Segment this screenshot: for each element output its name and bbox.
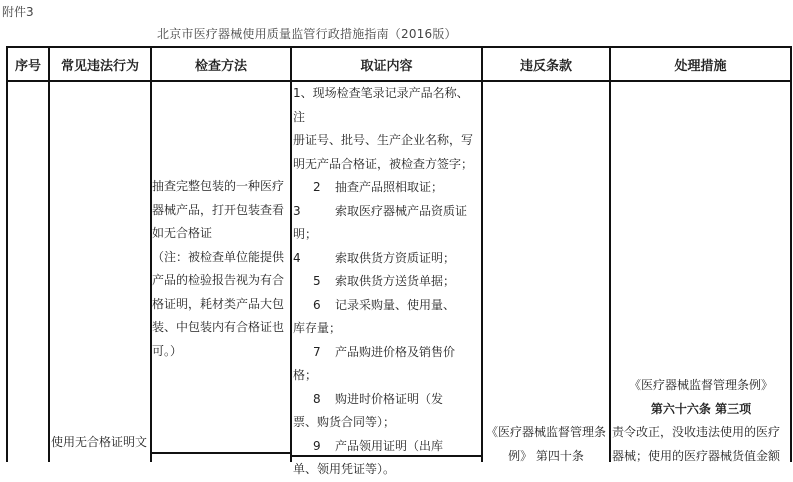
- table-right-border: [790, 46, 792, 462]
- violation-behavior-cell: [51, 431, 150, 455]
- evidence-line: 格；: [293, 368, 318, 382]
- document-title: 北京市医疗器械使用质量监管行政措施指南（2016版）: [157, 27, 457, 41]
- evidence-item-text: 购进时价格证明（发: [335, 391, 444, 406]
- evidence-item: [293, 200, 479, 224]
- evidence-item: [293, 388, 479, 412]
- evidence-item: [293, 270, 479, 294]
- method-line: 器械产品，打开包装查看: [152, 202, 285, 217]
- evidence-item-text: 记录采购量、使用量、: [335, 297, 456, 312]
- method-line: 如无合格证: [152, 226, 213, 240]
- evidence-line: 单、领用凭证等）。: [293, 462, 396, 476]
- header-inspection-method: 检查方法: [194, 58, 247, 74]
- evidence-item: [293, 247, 479, 271]
- method-line: 抽查完整包装的一种医疗: [152, 179, 285, 193]
- method-line: 产品的检验报告视为有合: [152, 273, 285, 287]
- evidence-item-number: 5: [313, 274, 321, 288]
- evidence-item-number: 9: [313, 438, 321, 453]
- measure-line: 器械；使用的医疗器械货值金额: [612, 448, 781, 463]
- method-line: 格证明，耗材类产品大包: [152, 296, 285, 311]
- evidence-item: [293, 294, 479, 318]
- col-divider-3: [290, 46, 292, 462]
- evidence-item-text: 产品领用证明（出库: [335, 438, 444, 453]
- evidence-line: 库存量；: [293, 321, 342, 335]
- header-seq: 序号: [14, 58, 41, 74]
- measures-cell: [612, 374, 790, 468]
- violated-clause-cell: [484, 421, 608, 468]
- evidence-item: [293, 176, 479, 200]
- evidence-item-text: 索取供货方送货单据；: [335, 274, 456, 288]
- evidence-item-number: 6: [313, 297, 321, 312]
- evidence-item-number: 3: [293, 203, 301, 218]
- method-cell-bottom-border: [150, 452, 292, 454]
- header-violation-behavior: 常见违法行为: [60, 58, 139, 74]
- measure-article: 第六十六条 第三项: [650, 401, 752, 416]
- header-measures: 处理措施: [674, 58, 727, 74]
- evidence-item-number: 2: [313, 180, 321, 194]
- method-line: 装、中包装内有合格证也: [152, 320, 285, 334]
- attachment-label: 附件3: [2, 5, 34, 19]
- evidence-item-number: 4: [293, 250, 301, 265]
- clause-line: 例》 第四十条: [508, 448, 584, 463]
- evidence-item-text: 索取医疗器械产品资质证: [335, 203, 468, 218]
- behavior-text: 使用无合格证明文: [51, 435, 148, 449]
- header-violated-clause: 违反条款: [519, 58, 572, 74]
- header-evidence-content: 取证内容: [360, 58, 413, 74]
- evidence-line: 册证号、批号、生产企业名称，写: [293, 133, 474, 147]
- evidence-item: [293, 341, 479, 365]
- col-divider-5: [609, 46, 611, 462]
- evidence-item-number: 8: [313, 391, 321, 406]
- evidence-item: [293, 435, 479, 459]
- evidence-item-text: 产品购进价格及销售价: [335, 344, 456, 359]
- evidence-line: 票、购货合同等）；: [293, 415, 396, 429]
- method-line: 可。）: [152, 343, 183, 358]
- col-divider-1: [48, 46, 50, 462]
- evidence-line: 明；: [293, 227, 318, 241]
- evidence-line: 1、现场检查笔录记录产品名称、注: [293, 86, 469, 124]
- evidence-item-text: 索取供货方资质证明；: [335, 250, 456, 265]
- evidence-item-number: 7: [313, 344, 321, 359]
- col-divider-4: [481, 46, 483, 462]
- clause-line: 《医疗器械监督管理条: [485, 425, 606, 439]
- method-line: （注：被检查单位能提供: [152, 249, 285, 264]
- measure-line: 责令改正，没收违法使用的医疗: [612, 425, 781, 439]
- inspection-method-cell: [152, 175, 290, 363]
- measure-regulation-title: 《医疗器械监督管理条例》: [628, 378, 773, 392]
- evidence-line: 明无产品合格证，被检查方签字；: [293, 156, 474, 171]
- evidence-item-text: 抽查产品照相取证；: [335, 180, 444, 194]
- table-left-border: [6, 46, 8, 462]
- evidence-content-cell: [293, 82, 479, 482]
